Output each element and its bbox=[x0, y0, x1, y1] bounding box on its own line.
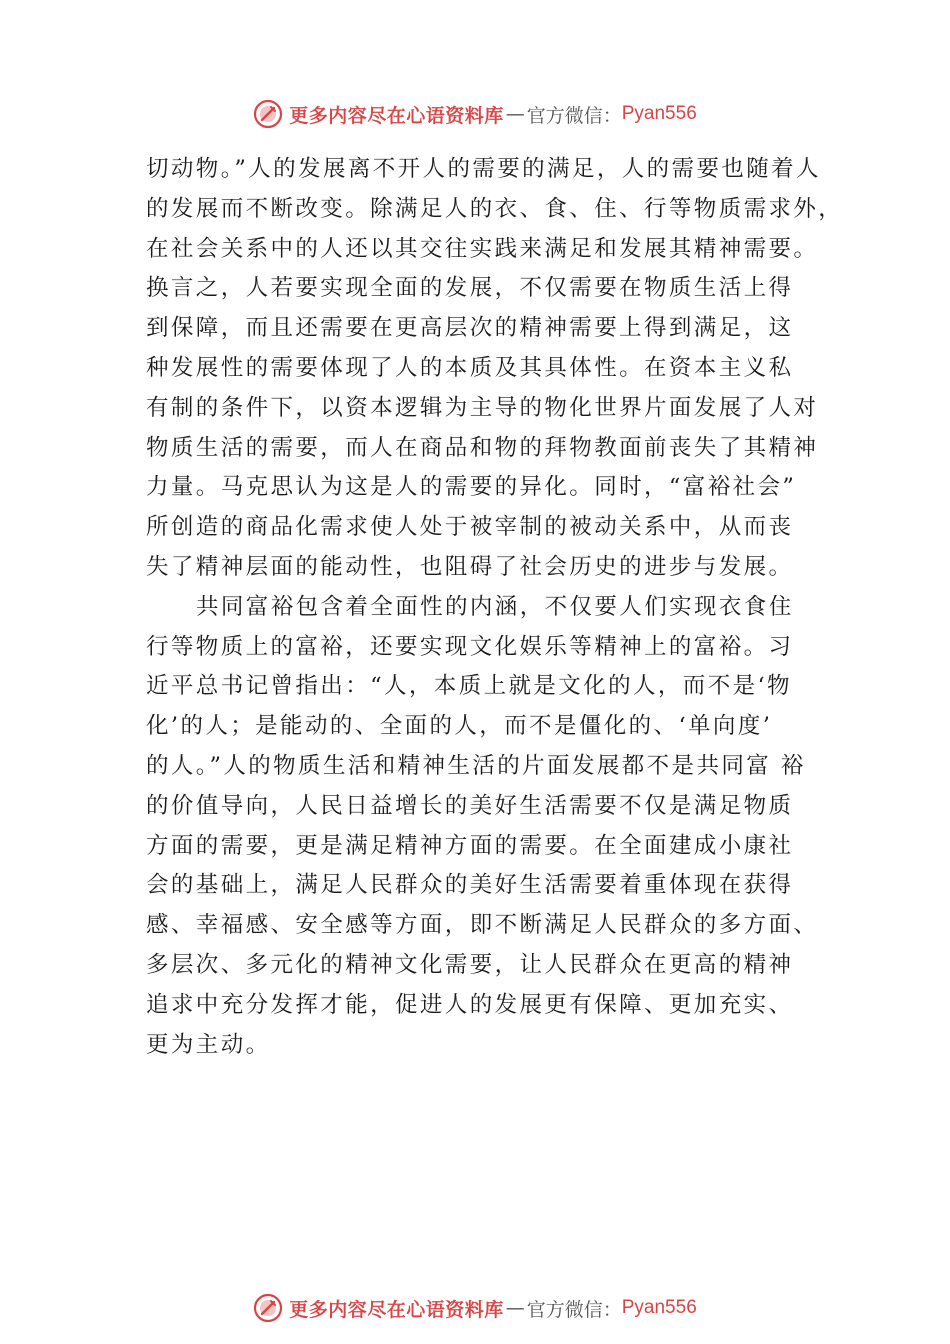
footer-wechat-id: Pyan556 bbox=[621, 1297, 697, 1318]
text-line: 更为主动。 bbox=[146, 1031, 271, 1058]
text-line: 方面的需要，更是满足精神方面的需要。在全面建成小康社 bbox=[146, 832, 794, 859]
document-body bbox=[146, 150, 844, 1065]
header-wechat-label: 官方微信： bbox=[526, 104, 622, 127]
header-brand: 更多内容尽在心语资料库 bbox=[289, 104, 504, 127]
text-line: 的人。”人的物质生活和精神生活的片面发展都不是共同富 裕 bbox=[146, 752, 806, 779]
text-line: 换言之，人若要实现全面的发展，不仅需要在物质生活上得 bbox=[146, 275, 794, 302]
text-line: 失了精神层面的能动性，也阻碍了社会历史的进步与发展。 bbox=[146, 553, 794, 580]
text-line: 近平总书记曾指出：“人，本质上就是文化的人，而不是‘物 bbox=[146, 673, 792, 700]
text-line: 物质生活的需要，而人在商品和物的拜物教面前丧失了其精神 bbox=[146, 434, 819, 461]
text-line: 切动物。”人的发展离不开人的需要的满足，人的需要也随着人 bbox=[146, 156, 821, 182]
text-line: 感、幸福感、安全感等方面，即不断满足人民群众的多方面、 bbox=[146, 912, 819, 939]
header-banner bbox=[0, 94, 950, 134]
footer-wechat-label: 官方微信： bbox=[526, 1298, 622, 1321]
header-wechat-id: Pyan556 bbox=[621, 103, 697, 124]
footer-separator: — bbox=[505, 1297, 525, 1319]
header-separator: — bbox=[505, 103, 525, 125]
text-line: 所创造的商品化需求使人处于被宰制的被动关系中，从而丧 bbox=[146, 514, 794, 541]
text-line: 的发展而不断改变。除满足人的衣、食、住、行等物质需求外， bbox=[146, 195, 844, 222]
text-line: 多层次、多元化的精神文化需要，让人民群众在更高的精神 bbox=[146, 951, 794, 978]
text-line: 力量。马克思认为这是人的需要的异化。同时，“富裕社会” bbox=[146, 474, 797, 501]
text-line: 种发展性的需要体现了人的本质及其具体性。在资本主义私 bbox=[146, 354, 794, 381]
logo-icon bbox=[253, 1293, 283, 1323]
text-line: 化’的人；是能动的、全面的人，而不是僵化的、‘单向度’ bbox=[146, 713, 773, 740]
text-line: 的价值导向，人民日益增长的美好生活需要不仅是满足物质 bbox=[146, 792, 794, 819]
logo-icon bbox=[253, 99, 283, 129]
paragraph-start-line: 共同富裕包含着全面性的内涵，不仅要人们实现衣食住 bbox=[196, 593, 794, 620]
footer-banner bbox=[0, 1288, 950, 1328]
footer-brand: 更多内容尽在心语资料库 bbox=[289, 1298, 504, 1321]
text-line: 在社会关系中的人还以其交往实践来满足和发展其精神需要。 bbox=[146, 235, 819, 262]
text-line: 到保障，而且还需要在更高层次的精神需要上得到满足，这 bbox=[146, 315, 794, 342]
text-line: 会的基础上，满足人民群众的美好生活需要着重体现在获得 bbox=[146, 872, 794, 899]
text-line: 有制的条件下，以资本逻辑为主导的物化世界片面发展了人对 bbox=[146, 394, 819, 421]
text-line: 行等物质上的富裕，还要实现文化娱乐等精神上的富裕。习 bbox=[146, 633, 794, 660]
text-line: 追求中充分发挥才能，促进人的发展更有保障、更加充实、 bbox=[146, 991, 794, 1018]
